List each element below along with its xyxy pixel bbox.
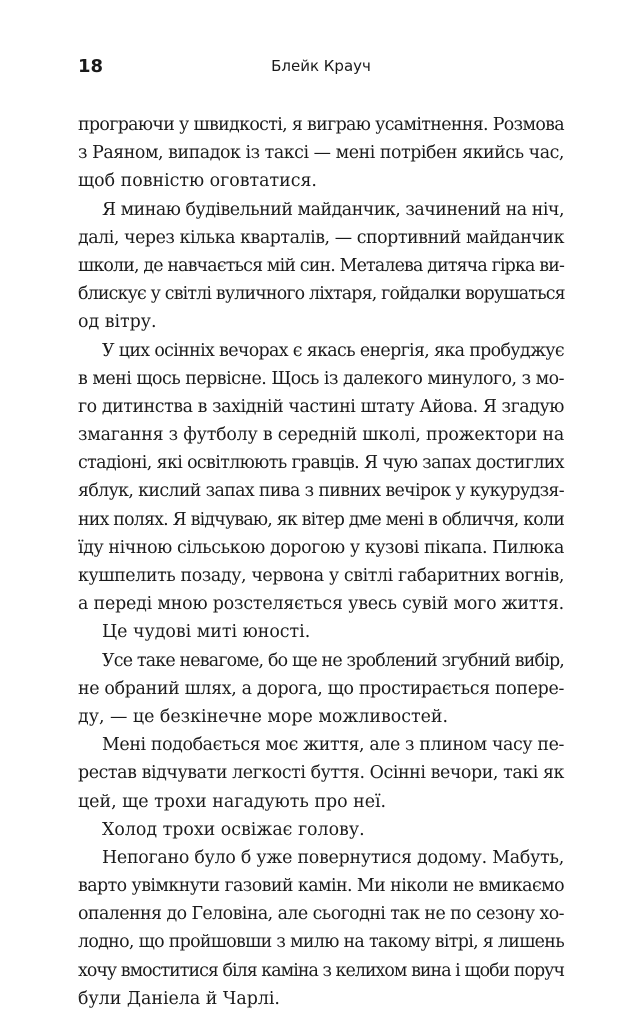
text-line: програючи у швидкості, я виграю усамітнення. Розмова	[78, 115, 564, 135]
text-line: Непогано було б уже повернутися додому. Мабуть,	[102, 847, 564, 868]
text-line: стадіоні, які освітлюють гравців. Я чую запах достиглих	[78, 453, 564, 474]
text-line: змагання з футболу в середній школі, прожектори на	[78, 425, 564, 446]
text-line: Холод трохи освіжає голову.	[102, 819, 365, 840]
text-line: хочу вмоститися біля каміна з келихом вина і щоби поруч	[78, 960, 564, 981]
page-header	[78, 56, 564, 86]
text-line: них полях. Я відчуваю, як вітер дме мені в обличчя, коли	[78, 509, 564, 530]
body-text	[78, 111, 564, 1013]
text-line: го дитинства в західній частині штату Айова. Я згадую	[78, 396, 564, 417]
text-line: У цих осінніх вечорах є якась енергія, яка пробуджує	[102, 340, 564, 361]
text-line: од вітру.	[78, 312, 157, 333]
text-line: яблук, кислий запах пива з пивних вечірок у кукурудзя-	[78, 481, 564, 502]
text-line: кушпелить позаду, червона у світлі габаритних вогнів,	[78, 566, 564, 586]
text-line: блискує у світлі вуличного ліхтаря, гойдалки ворушаться	[78, 284, 565, 305]
text-line: ду, — це безкінечне море можливостей.	[78, 706, 449, 727]
text-line: були Даніела й Чарлі.	[78, 988, 280, 1009]
running-head-author: Блейк Крауч	[271, 57, 371, 75]
text-line: школи, де навчається мій син. Металева дитяча гірка ви-	[78, 255, 564, 276]
text-line: щоб повністю оговтатися.	[78, 171, 317, 192]
text-line: Це чудові миті юності.	[102, 622, 311, 643]
text-line: в мені щось первісне. Щось із далекого минулого, з мо-	[78, 368, 564, 389]
text-line: їду нічною сільською дорогою у кузові пікапа. Пилюка	[78, 537, 564, 558]
text-line: далі, через кілька кварталів, — спортивний майданчик	[78, 227, 564, 248]
text-line: лодно, що пройшовши з милю на такому вітрі, я лишень	[78, 932, 564, 953]
text-line: а переді мною розстеляється увесь сувій мого життя.	[78, 594, 564, 615]
text-line: з Раяном, випадок із таксі — мені потрібен якийсь час,	[78, 143, 564, 164]
text-line: Мені подобається моє життя, але з плином часу пе-	[102, 735, 564, 756]
text-line: опалення до Геловіна, але сьогодні так не по сезону хо-	[78, 904, 564, 925]
text-line: Усе таке невагоме, бо ще не зроблений згубний вибір,	[102, 650, 564, 671]
text-line: Я минаю будівельний майданчик, зачинений на ніч,	[102, 199, 564, 220]
page-number: 18	[78, 56, 104, 77]
text-line: рестав відчувати легкості буття. Осінні вечори, такі як	[78, 763, 564, 784]
text-line: варто увімкнути газовий камін. Ми ніколи не вмикаємо	[78, 876, 564, 897]
text-line: не обраний шлях, а дорога, що простирається попере-	[78, 678, 564, 699]
text-line: цей, ще трохи нагадують про неї.	[78, 791, 387, 812]
